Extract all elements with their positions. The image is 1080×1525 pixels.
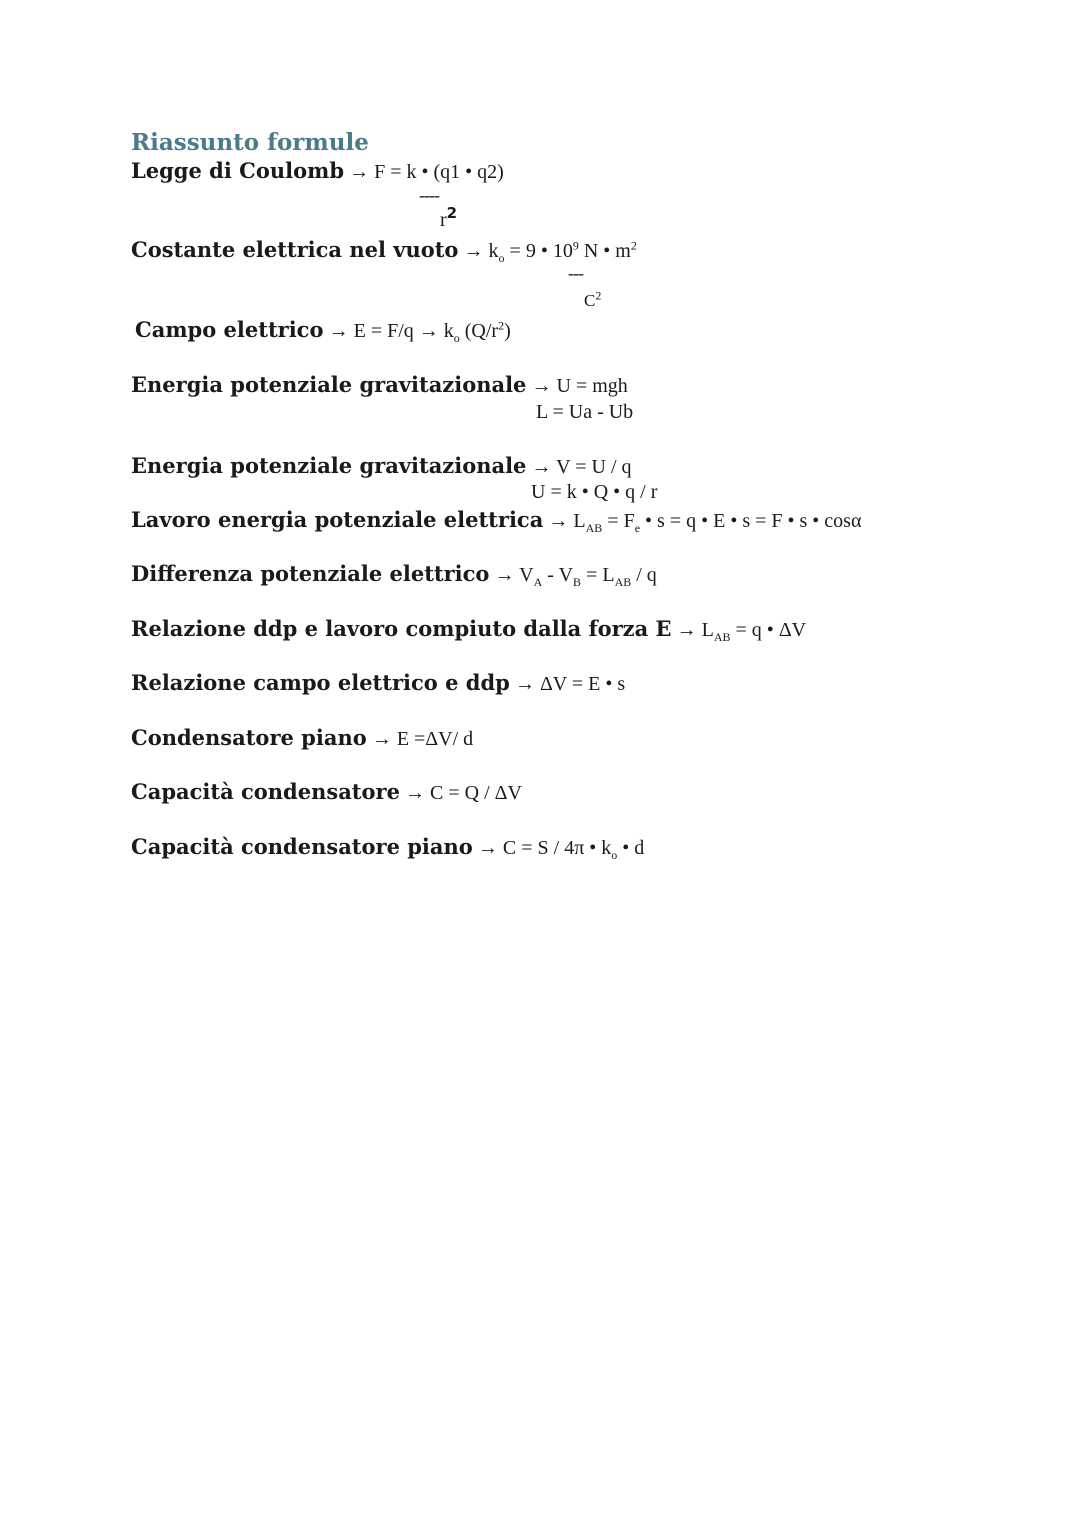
row-label: Energia potenziale gravitazionale xyxy=(131,453,527,478)
row-formula xyxy=(676,619,807,644)
row-formula xyxy=(477,837,645,862)
row-label: Differenza potenziale elettrico xyxy=(131,561,490,586)
formula-subscript: AB xyxy=(614,575,632,589)
row-differenza xyxy=(131,561,657,589)
formula-part: = q • ΔV xyxy=(730,619,807,641)
row-costante xyxy=(131,237,637,265)
row-campo xyxy=(135,317,511,345)
formula-subscript: e xyxy=(634,521,641,535)
row-label: Lavoro energia potenziale elettrica xyxy=(131,507,544,532)
fraction-denominator xyxy=(584,288,602,310)
row-condensatore-piano xyxy=(131,727,473,749)
row-formula xyxy=(494,564,657,589)
formula-subscript: o xyxy=(453,331,460,345)
row-coulomb xyxy=(131,160,504,182)
row-formula: → C = Q / ΔV xyxy=(405,782,522,804)
fraction-bar: ---- xyxy=(419,185,439,205)
formula-part: → C = S / 4π • k xyxy=(477,837,612,859)
formula-subscript: AB xyxy=(713,630,731,644)
row-energia-grav-1 xyxy=(131,374,628,396)
fraction-bar: --- xyxy=(568,263,583,283)
formula-part: = L xyxy=(581,564,615,586)
formula-part: → E = F/q → k xyxy=(328,320,454,342)
formula-part: = 9 • 10 xyxy=(504,240,573,262)
row-capacita-piano xyxy=(131,834,645,862)
formula-part: → L xyxy=(676,619,714,641)
formula-subscript: B xyxy=(573,575,582,589)
formula-subscript: A xyxy=(533,575,543,589)
formula-subscript: o xyxy=(498,251,505,265)
formula-part: = F xyxy=(602,510,635,532)
row-relazione-campo xyxy=(131,672,625,694)
formula-part: ) xyxy=(504,320,511,342)
formula-part: (Q/r xyxy=(459,320,499,342)
formula-subscript: o xyxy=(611,848,618,862)
row-label: Relazione campo elettrico e ddp xyxy=(131,670,510,695)
fraction-denominator xyxy=(440,204,458,231)
row-formula xyxy=(463,238,637,265)
row-label: Legge di Coulomb xyxy=(131,158,345,183)
formula-part: → L xyxy=(548,510,586,532)
formula-superscript: 2 xyxy=(630,238,637,253)
row-formula-line2: L = Ua - Ub xyxy=(536,401,634,423)
row-capacita xyxy=(131,781,522,803)
row-formula: → V = U / q xyxy=(531,456,632,478)
row-label: Costante elettrica nel vuoto xyxy=(131,237,459,262)
row-label: Campo elettrico xyxy=(135,317,324,342)
row-formula: → E =ΔV/ d xyxy=(371,728,474,750)
denominator-exponent: 2 xyxy=(446,204,458,222)
formula-subscript: AB xyxy=(585,521,603,535)
row-formula: → U = mgh xyxy=(531,375,628,397)
denominator-c: C xyxy=(584,291,596,310)
formula-part: N • m xyxy=(578,240,631,262)
formula-part: → V xyxy=(494,564,534,586)
row-formula xyxy=(548,510,862,535)
page-title: Riassunto formule xyxy=(131,129,369,156)
formula-part: • d xyxy=(617,837,645,859)
row-formula xyxy=(328,318,511,345)
formula-superscript: 2 xyxy=(498,318,505,333)
formula-superscript: 2 xyxy=(595,288,602,303)
row-formula: → ΔV = E • s xyxy=(514,673,626,695)
row-formula-line2: U = k • Q • q / r xyxy=(531,481,658,503)
row-formula: → F = k • (q1 • q2) xyxy=(349,161,504,183)
row-energia-grav-2 xyxy=(131,455,632,477)
formula-part: • s = q • E • s = F • s • cosα xyxy=(640,510,862,532)
formula-superscript: 9 xyxy=(572,238,579,253)
formula-part: / q xyxy=(631,564,657,586)
formula-part: - V xyxy=(542,564,574,586)
denominator-r: r xyxy=(440,209,447,231)
row-label: Energia potenziale gravitazionale xyxy=(131,372,527,397)
row-label: Relazione ddp e lavoro compiuto dalla forza E xyxy=(131,616,672,641)
formula-part: → k xyxy=(463,240,499,262)
row-label: Capacità condensatore xyxy=(131,779,400,804)
row-lavoro xyxy=(131,507,862,535)
row-label: Condensatore piano xyxy=(131,725,367,750)
row-label: Capacità condensatore piano xyxy=(131,834,473,859)
row-relazione-ddp xyxy=(131,616,807,644)
